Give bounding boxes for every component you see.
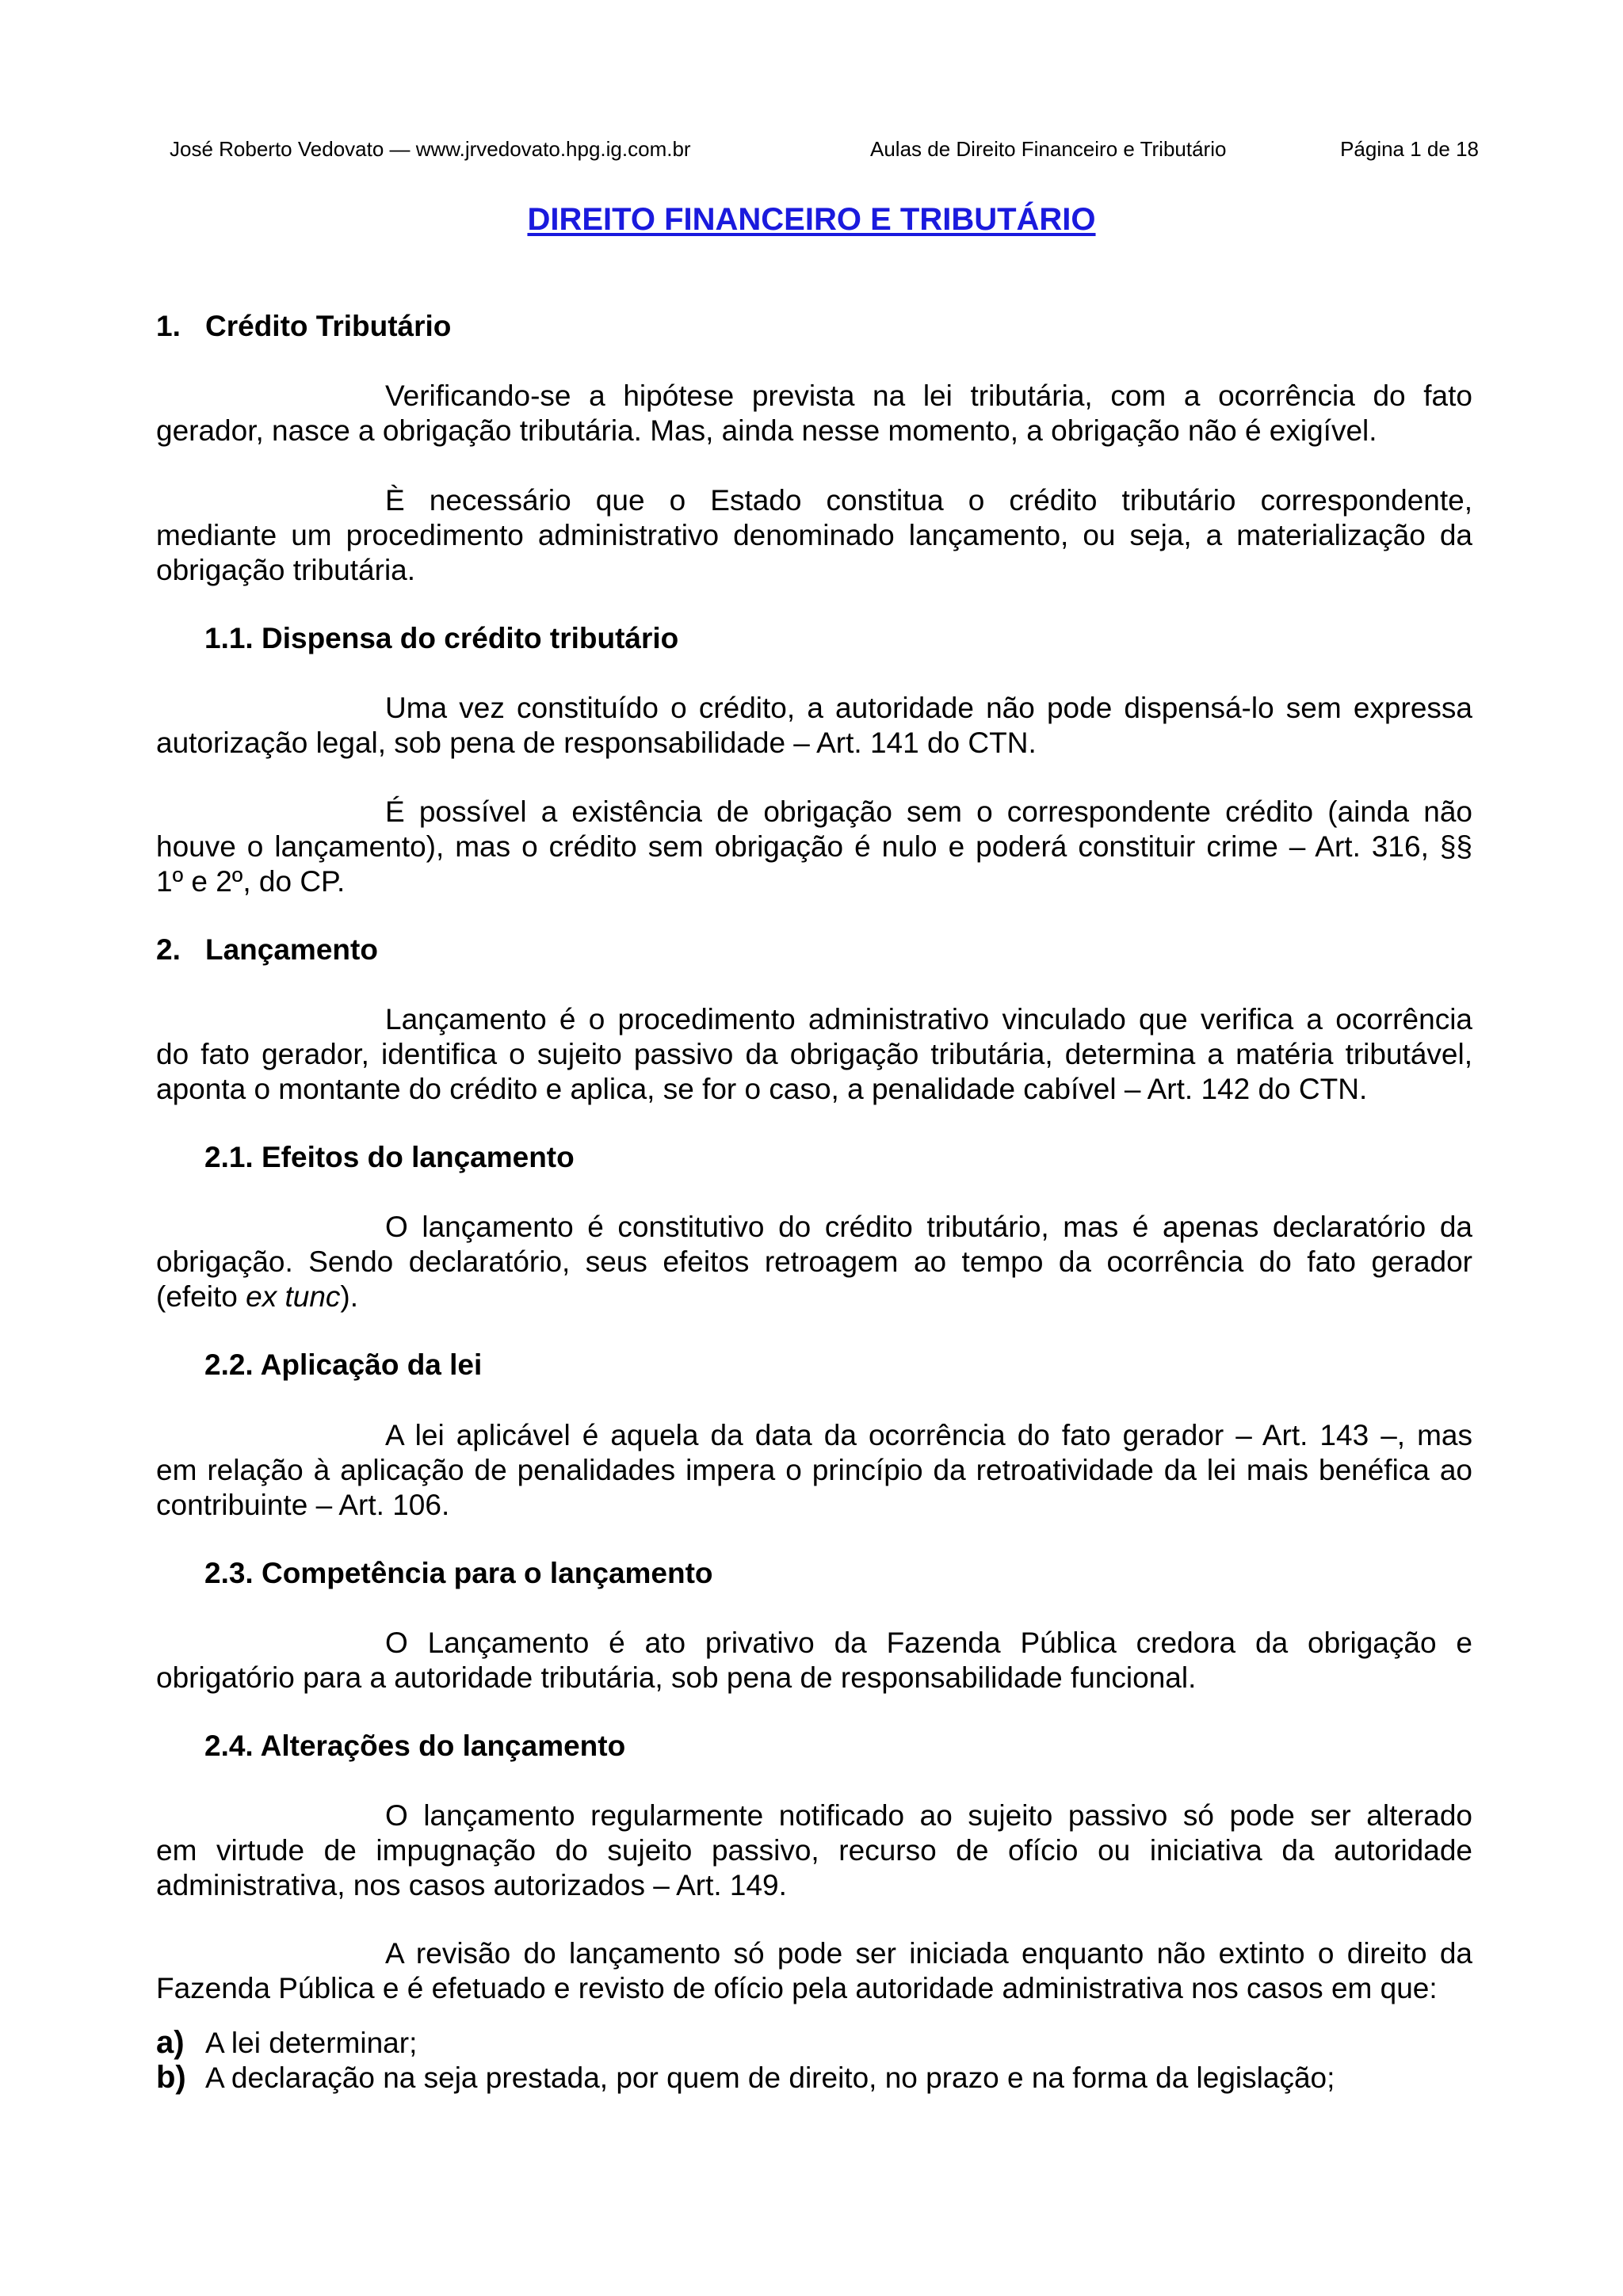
heading-section-1-1: 1.1. Dispensa do crédito tributário bbox=[204, 622, 679, 654]
list-marker: a) bbox=[156, 2025, 185, 2060]
paragraph-line: mediante um procedimento administrativo denominado lançamento, ou seja, a materialização da bbox=[156, 519, 1472, 551]
heading-text: Crédito Tributário bbox=[205, 310, 452, 342]
paragraph-line: houve o lançamento), mas o crédito sem obrigação é nulo e poderá constituir crime – Art. 316, §§ bbox=[156, 830, 1472, 863]
paragraph-line: O lançamento é constitutivo do crédito tributário, mas é apenas declaratório da bbox=[385, 1211, 1472, 1243]
paragraph-line: obrigatório para a autoridade tributária, sob pena de responsabilidade funcional. bbox=[156, 1661, 1197, 1694]
paragraph bbox=[156, 1798, 1472, 1903]
list-item bbox=[156, 2060, 1472, 2095]
document-title: DIREITO FINANCEIRO E TRIBUTÁRIO bbox=[527, 202, 1096, 237]
paragraph bbox=[156, 379, 1472, 448]
paragraph-line: contribuinte – Art. 106. bbox=[156, 1489, 450, 1521]
list-item-text: A lei determinar; bbox=[205, 2027, 418, 2059]
paragraph-line: È necessário que o Estado constitua o crédito tributário correspondente, bbox=[385, 484, 1472, 517]
heading-number: 2. bbox=[156, 933, 181, 966]
paragraph-line: autorização legal, sob pena de responsabilidade – Art. 141 do CTN. bbox=[156, 727, 1037, 759]
paragraph-line: 1º e 2º, do CP. bbox=[156, 865, 346, 898]
paragraph-line: gerador, nasce a obrigação tributária. Mas, ainda nesse momento, a obrigação não é exigível. bbox=[156, 414, 1377, 447]
heading-number: 1. bbox=[156, 310, 181, 342]
paragraph-line: Fazenda Pública e é efetuado e revisto de ofício pela autoridade administrativa nos casos em que: bbox=[156, 1972, 1438, 2004]
paragraph-line: do fato gerador, identifica o sujeito passivo da obrigação tributária, determina a matéria tributável, bbox=[156, 1038, 1472, 1070]
heading-text: Lançamento bbox=[205, 933, 378, 966]
heading-section-2-3: 2.3. Competência para o lançamento bbox=[204, 1557, 713, 1589]
list-marker: b) bbox=[156, 2060, 186, 2095]
paragraph-line: em virtude de impugnação do sujeito passivo, recurso de ofício ou iniciativa da autoridade bbox=[156, 1834, 1472, 1867]
list-item-text: A declaração na seja prestada, por quem de direito, no prazo e na forma da legislação; bbox=[205, 2061, 1335, 2094]
paragraph-line: Lançamento é o procedimento administrativo vinculado que verifica a ocorrência bbox=[385, 1003, 1472, 1035]
heading-section-2-1: 2.1. Efeitos do lançamento bbox=[204, 1141, 575, 1173]
heading-section-2-2: 2.2. Aplicação da lei bbox=[204, 1348, 483, 1381]
list-item bbox=[156, 2025, 1472, 2060]
paragraph-line: É possível a existência de obrigação sem o correspondente crédito (ainda não bbox=[385, 795, 1472, 828]
heading-section-2-4: 2.4. Alterações do lançamento bbox=[204, 1730, 626, 1762]
paragraph bbox=[156, 1626, 1472, 1695]
paragraph-line: O lançamento regularmente notificado ao sujeito passivo só pode ser alterado bbox=[385, 1799, 1472, 1832]
paragraph-line: obrigação tributária. bbox=[156, 554, 416, 586]
paragraph bbox=[156, 795, 1472, 899]
paragraph bbox=[156, 1210, 1472, 1314]
latin-term: ex tunc bbox=[246, 1280, 341, 1313]
heading-section-2 bbox=[156, 933, 378, 967]
header-author: José Roberto Vedovato — www.jrvedovato.hpg.ig.com.br bbox=[170, 137, 691, 161]
header-page-number: Página 1 de 18 bbox=[1340, 137, 1479, 161]
paragraph-line: (efeito ex tunc). bbox=[156, 1280, 359, 1313]
paragraph-line: A revisão do lançamento só pode ser iniciada enquanto não extinto o direito da bbox=[385, 1937, 1472, 1970]
paragraph-line: aponta o montante do crédito e aplica, se for o caso, a penalidade cabível – Art. 142 do CTN. bbox=[156, 1073, 1368, 1105]
paragraph-line: A lei aplicável é aquela da data da ocorrência do fato gerador – Art. 143 –, mas bbox=[385, 1419, 1472, 1451]
ordered-list bbox=[156, 2025, 1472, 2095]
paragraph-line: em relação à aplicação de penalidades impera o princípio da retroatividade da lei mais benéfica ao bbox=[156, 1454, 1472, 1486]
header-course: Aulas de Direito Financeiro e Tributário bbox=[870, 137, 1227, 161]
paragraph bbox=[156, 691, 1472, 761]
paragraph-line: O Lançamento é ato privativo da Fazenda Pública credora da obrigação e bbox=[385, 1627, 1472, 1659]
paragraph-line: administrativa, nos casos autorizados – Art. 149. bbox=[156, 1869, 787, 1901]
paragraph bbox=[156, 1002, 1472, 1107]
heading-section-1 bbox=[156, 309, 451, 344]
paragraph bbox=[156, 1418, 1472, 1523]
paragraph-line: Verificando-se a hipótese prevista na lei tributária, com a ocorrência do fato bbox=[385, 379, 1472, 412]
paragraph bbox=[156, 1936, 1472, 2006]
paragraph-line: Uma vez constituído o crédito, a autoridade não pode dispensá-lo sem expressa bbox=[385, 692, 1472, 724]
paragraph-line: obrigação. Sendo declaratório, seus efeitos retroagem ao tempo da ocorrência do fato gerador bbox=[156, 1245, 1472, 1278]
paragraph bbox=[156, 483, 1472, 588]
